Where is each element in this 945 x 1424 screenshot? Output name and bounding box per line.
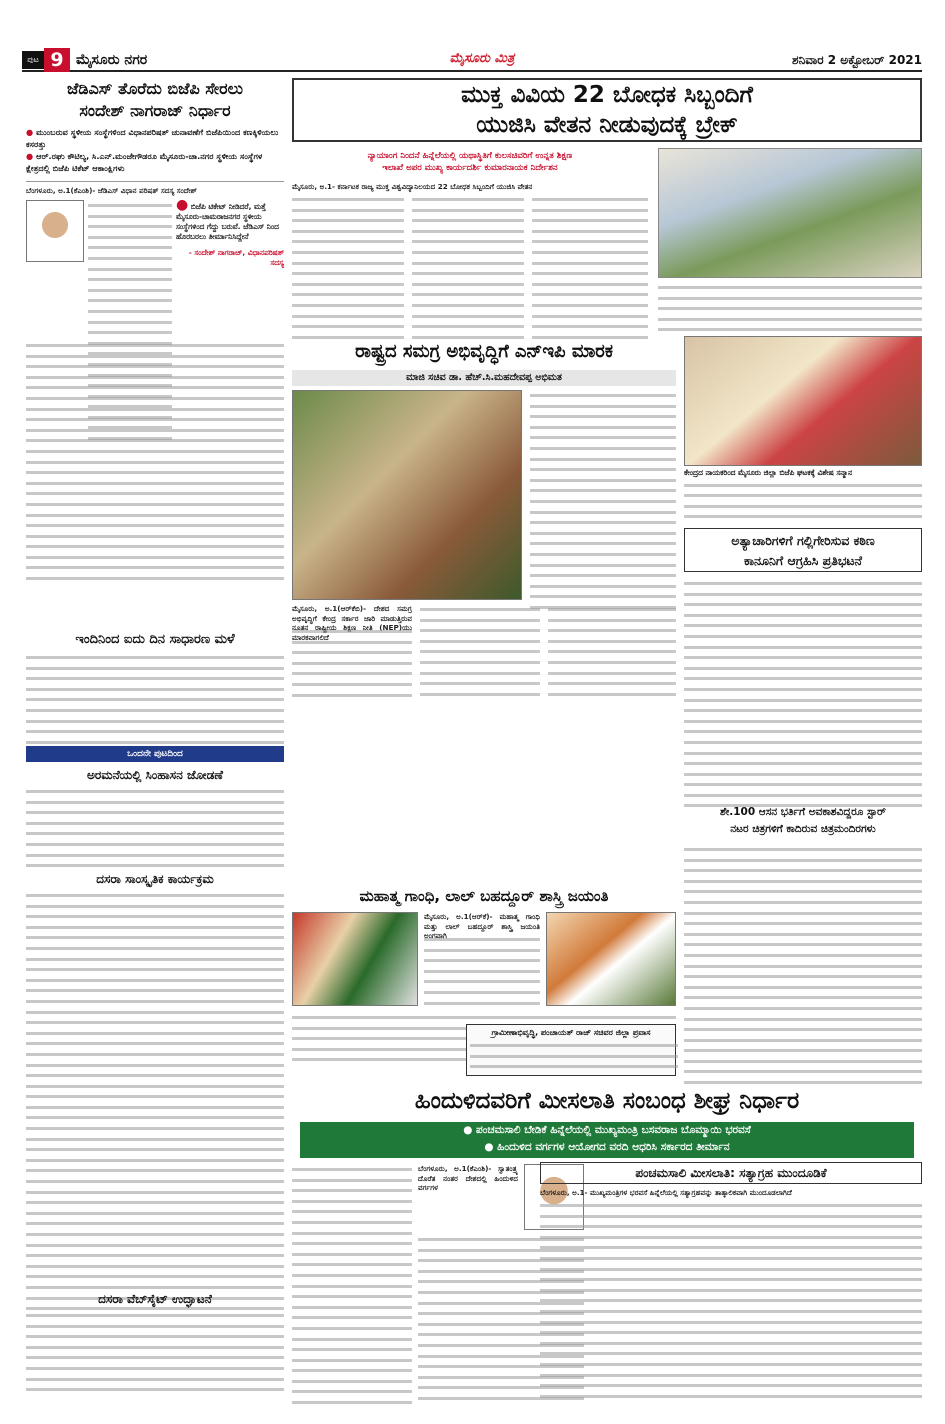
portrait-photo [26,200,84,262]
lead-kicker-line-1: ನ್ಯಾಯಾಂಗ ನಿಂದನೆ ಹಿನ್ನೆಲೆಯಲ್ಲಿ ಯಥಾಸ್ಥಿತಿಗೆ ಕುಲಸಚಿವರಿಗೆ ಉನ್ನತ ಶಿಕ್ಷಣ [367,151,573,161]
throne-headline: ಅರಮನೆಯಲ್ಲಿ ಸಿಂಹಾಸನ ಜೋಡಣೆ [86,768,224,782]
cinema-body [684,844,922,1074]
reservation-dateline: ಬೆಂಗಳೂರು, ಅ.1(ಕೆಎಂಶಿ)- ಸ್ವಾತಂತ್ರ್ಯ ದೊರೆತ ನಂತರ ದೇಶದಲ್ಲಿ ಹಿಂದುಳಿದ ವರ್ಗಗಳ [418,1164,518,1193]
section-title: ಮೈಸೂರು ನಗರ [76,52,148,68]
minister-visit-box [466,1024,676,1076]
nep-body-col-1 [292,626,412,694]
body-text-col-2 [26,340,284,568]
panchamasali-headline: ಪಂಚಮಸಾಲಿ ಮೀಸಲಾತಿ: ಸತ್ಯಾಗ್ರಹ ಮುಂದೂಡಿಕೆ [540,1162,922,1184]
rain-body [26,652,284,752]
nep-headline: ರಾಷ್ಟ್ರದ ಸಮಗ್ರ ಅಭಿವೃದ್ಧಿಗೆ ಎನ್‌ಇಪಿ ಮಾರಕ [355,341,613,362]
protest-headline-line-2: ಕಾನೂನಿಗೆ ಆಗ್ರಹಿಸಿ ಪ್ರತಿಭಟನೆ [744,553,862,568]
nep-event-photo [292,390,522,600]
left-mid-stories [26,746,284,1392]
protest-headline [684,528,922,572]
cinema-headline-line-2: ನಟರ ಚಿತ್ರಗಳಿಗೆ ಕಾದಿರುವ ಚಿತ್ರಮಂದಿರಗಳು [730,823,876,835]
quote-text: ಬಿಜೆಪಿ ಟಿಕೇಟ್ ನೀಡಿದರೆ, ಮತ್ತೆ ಮೈಸೂರು-ಚಾಮರಾಜನಗರ ಸ್ಥಳೀಯ ಸಂಸ್ಥೆಗಳಿಂದ ಗೆದ್ದು ಬರುವೆ. ಜೆಡಿಎಸ್ ನಿಂದ ಹೊರಬರಲು ತೀರ್ಮಾನಿಸಿದ್ದೇನೆ [176,202,279,241]
pull-quote: ● ಬಿಜೆಪಿ ಟಿಕೇಟ್ ನೀಡಿದರೆ, ಮತ್ತೆ ಮೈಸೂರು-ಚಾಮರಾಜನಗರ ಸ್ಥಳೀಯ ಸಂಸ್ಥೆಗಳಿಂದ ಗೆದ್ದು ಬರುವೆ. ಜೆಡಿಎಸ್ ನಿಂದ ಹೊರಬರಲು ತೀರ್ಮಾನಿಸಿದ್ದೇನೆ - ಸಂದೇಶ್ ನಾಗರಾಜ್, ವಿಧಾನಪರಿಷತ್ ಸದಸ್ಯ [176,197,284,267]
protest-body [684,578,922,792]
headline-line-1: ಜೆಡಿಎಸ್ ತೊರೆದು ಬಿಜೆಪಿ ಸೇರಲು [66,79,244,98]
honor-photo-caption [684,468,922,524]
website-body [26,1310,284,1390]
lead-kicker-line-2: ಇಲಾಖೆ ಅಪರ ಮುಖ್ಯ ಕಾರ್ಯದರ್ಶಿ ಕುಮಾರನಾಯಕ ನಿರ್ದೇಶನ [382,163,558,173]
continued-banner: ಒಂದನೇ ಪುಟದಿಂದ [26,746,284,762]
nep-body-col-3 [548,604,676,694]
nep-body-right [530,390,676,600]
university-building-photo [658,148,922,278]
cinema-story [684,804,922,1076]
honor-event-photo [684,336,922,466]
masthead [22,48,922,72]
lead-dateline: ಮೈಸೂರು, ಅ.1- ಕರ್ನಾಟಕ ರಾಜ್ಯ ಮುಕ್ತ ವಿಶ್ವವಿದ್ಯಾನಿಲಯದ 22 ಬೋಧಕ ಸಿಬ್ಬಂದಿಗೆ ಯುಜಿಸಿ ವೇತನ [292,182,533,191]
reservation-bullet-2: ● ಹಿಂದುಳಿದ ವರ್ಗಗಳ ಆಯೋಗದ ವರದಿ ಆಧರಿಸಿ ಸರ್ಕಾರದ ತೀರ್ಮಾನ [484,1141,730,1153]
cinema-headline [684,804,922,840]
lead-body-col-3 [532,194,648,328]
caption-text: ಕೇಂದ್ರದ ನಾಯಕರಿಂದ ಮೈಸೂರು ಜಿಲ್ಲಾ ಬಿಜೆಪಿ ಘಟಕಕ್ಕೆ ವಿಶೇಷ ಸನ್ಮಾನ [684,468,853,477]
throne-body [26,786,284,864]
lead-body-col-1 [292,194,404,328]
page-number: 9 [44,48,70,72]
panchamasali-body [540,1200,922,1390]
headline [26,78,284,124]
protest-headline-line-1: ಅತ್ಯಾಚಾರಿಗಳಿಗೆ ಗಲ್ಲಿಗೇರಿಸುವ ಕಠಿಣ [731,533,875,548]
rain-headline: ಇಂದಿನಿಂದ ಐದು ದಿನ ಸಾಧಾರಣ ಮಳೆ [75,632,235,647]
reservation-green-banner [300,1122,914,1158]
headline-line-2: ಸಂದೇಶ್ ನಾಗರಾಜ್ ನಿರ್ಧಾರ [79,101,231,120]
website-headline: ದಸರಾ ವೆಬ್‌ಸೈಟ್ ಉದ್ಘಾಟನೆ [98,1292,212,1306]
cultural-body [26,890,284,1286]
lead-headline [292,78,922,142]
nep-subhead: ಮಾಜಿ ಸಚಿವ ಡಾ. ಹೆಚ್.ಸಿ.ಮಹದೇವಪ್ಪ ಅಭಿಮತ [292,370,676,386]
panchamasali-story [540,1162,922,1394]
bullet-block [26,126,284,182]
lead-headline-line-2: ಯುಜಿಸಿ ವೇತನ ನೀಡುವುದಕ್ಕೆ ಬ್ರೇಕ್ [476,112,738,138]
nep-dateline: ಮೈಸೂರು, ಅ.1(ಆರ್‌ಕೆಬಿ)- ದೇಶದ ಸಮಗ್ರ ಅಭಿವೃದ್ಧಿಗೆ ಕೇಂದ್ರ ಸರ್ಕಾರ ಜಾರಿ ಮಾಡುತ್ತಿರುವ [292,604,412,623]
reservation-headline: ಹಿಂದುಳಿದವರಿಗೆ ಮೀಸಲಾತಿ ಸಂಬಂಧ ಶೀಘ್ರ ನಿರ್ಧಾರ [414,1088,800,1114]
nep-body-col-2 [420,604,540,694]
lead-body-col-4 [658,282,922,330]
reservation-bullet-1: ● ಪಂಚಮಸಾಲಿ ಬೇಡಿಕೆ ಹಿನ್ನೆಲೆಯಲ್ಲಿ ಮುಖ್ಯಮಂತ್ರಿ ಬಸವರಾಜ ಬೊಮ್ಮಾಯಿ ಭರವಸೆ [463,1124,751,1136]
bullet-1: ● ಮುಂಬರುವ ಸ್ಥಳೀಯ ಸಂಸ್ಥೆಗಳಿಂದ ವಿಧಾನಪರಿಷತ್ ಚುನಾವಣೆಗೆ ಬಿಜೆಪಿಯಿಂದ ಕಣಕ್ಕಿಳಿಯಲು ಕಸರತ್ತು [26,126,284,150]
dateline: ಬೆಂಗಳೂರು, ಅ.1(ಕೆಎಂಶಿ)- ಜೆಡಿಎಸ್ ವಿಧಾನ ಪರಿಷತ್ ಸದಸ್ಯ ಸಂದೇಶ್ [26,186,198,195]
paper-name: ಮೈಸೂರು ಮಿತ್ರ [449,51,515,66]
panchamasali-dateline: ಬೆಂಗಳೂರು, ಅ.1- ಮುಖ್ಯಮಂತ್ರಿಗಳ ಭರವಸೆ ಹಿನ್ನೆಲೆಯಲ್ಲಿ ಸತ್ಯಾಗ್ರಹವನ್ನು ತಾತ್ಕಾಲಿಕವಾಗಿ ಮುಂದೂಡಲಾಗಿದೆ [540,1188,792,1197]
cinema-headline-line-1: ಶೇ.100 ಆಸನ ಭರ್ತಿಗೆ ಅವಕಾಶವಿದ್ದರೂ ಸ್ಟಾರ್ [720,806,886,818]
issue-date: ಶನಿವಾರ 2 ಅಕ್ಟೋಬರ್ 2021 [792,53,922,67]
page-label: ಪುಟ [22,51,44,69]
gandhi-left-photo [292,912,418,1006]
reservation-body-col-1 [292,1164,412,1394]
nep-story [292,336,676,876]
gandhi-dateline: ಮೈಸೂರು, ಅ.1(ಆರ್‌ಕೆ)- ಮಹಾತ್ಮ ಗಾಂಧಿ ಮತ್ತು ಲಾಲ್ ಬಹದ್ದೂರ್ ಶಾಸ್ತ್ರಿ ಜಯಂತಿ [424,912,540,931]
lead-headline-line-1: ಮುಕ್ತ ವಿವಿಯ 22 ಬೋಧಕ ಸಿಬ್ಬಂದಿಗೆ [461,82,753,108]
gandhi-headline: ಮಹಾತ್ಮ ಗಾಂಧಿ, ಲಾಲ್ ಬಹದ್ದೂರ್ ಶಾಸ್ತ್ರಿ ಜಯಂತಿ [359,887,609,905]
lead-story [292,78,922,330]
cultural-headline: ದಸರಾ ಸಾಂಸ್ಕೃತಿಕ ಕಾರ್ಯಕ್ರಮ [96,872,214,886]
bullet-2: ● ಆರ್.ರಘು ಕೌಟಿಲ್ಯ, ಸಿ.ಎನ್.ಮಂಜೇಗೌಡರೂ ಮೈಸೂರು-ಚಾ.ನಗರ ಸ್ಥಳೀಯ ಸಂಸ್ಥೆಗಳ ಕ್ಷೇತ್ರದಲ್ಲಿ ಬಿಜೆಪಿ ಟಿಕೆಟ್ ಆಕಾಂಕ್ಷಿಗಳು [26,150,284,174]
gandhi-body-col [424,934,540,1006]
gandhi-right-photo [546,912,676,1006]
left-top-story [26,78,284,758]
lead-body-col-2 [412,194,524,328]
protest-story [684,528,922,796]
minister-visit-headline: ಗ್ರಾಮೀಣಾಭಿವೃದ್ಧಿ, ಪಂಚಾಯತ್ ರಾಜ್ ಸಚಿವರ ಜಿಲ್ಲಾ ಪ್ರವಾಸ [491,1028,651,1037]
quote-author: - ಸಂದೇಶ್ ನಾಗರಾಜ್, ವಿಧಾನಪರಿಷತ್ ಸದಸ್ಯ [188,248,284,267]
lead-kicker [292,150,648,176]
